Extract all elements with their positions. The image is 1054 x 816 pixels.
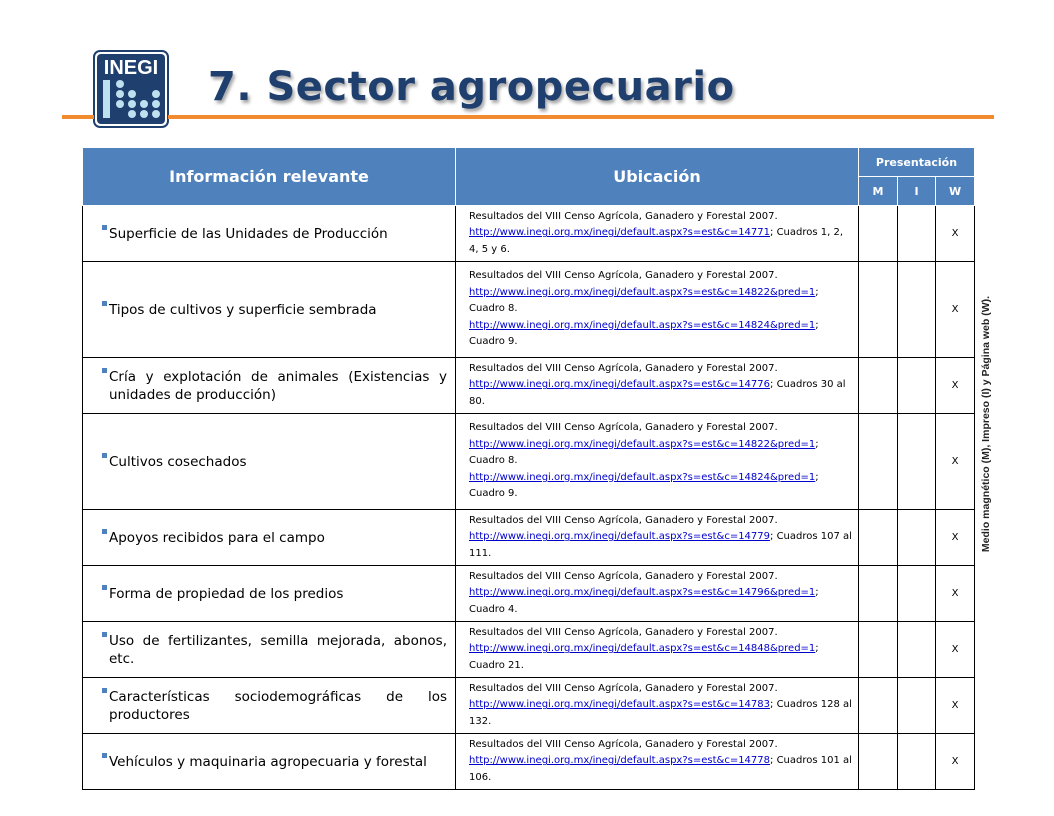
mark-m bbox=[859, 678, 898, 734]
ubicacion-cell bbox=[456, 566, 859, 622]
ubicacion-cell bbox=[456, 414, 859, 510]
info-table bbox=[82, 147, 975, 790]
source-link[interactable]: http://www.inegi.org.mx/inegi/default.aspx?s=est&c=14848&pred=1 bbox=[469, 643, 816, 655]
source-text: Resultados del VIII Censo Agrícola, Ganadero y Forestal 2007. bbox=[469, 514, 778, 526]
page-title: 7. Sector agropecuario bbox=[208, 64, 735, 110]
mark-i bbox=[898, 262, 936, 358]
info-cell bbox=[83, 510, 456, 566]
source-link[interactable]: http://www.inegi.org.mx/inegi/default.aspx?s=est&c=14776 bbox=[469, 379, 771, 391]
info-text: Cría y explotación de animales (Existencias y unidades de producción) bbox=[109, 368, 447, 403]
table-reference: ; Cuadro 9. bbox=[469, 471, 819, 500]
ubicacion-cell bbox=[456, 510, 859, 566]
table-reference: ; Cuadro 8. bbox=[469, 286, 819, 315]
source-text: Resultados del VIII Censo Agrícola, Ganadero y Forestal 2007. bbox=[469, 210, 778, 222]
ubicacion-cell bbox=[456, 262, 859, 358]
mark-w: X bbox=[936, 622, 975, 678]
source-link[interactable]: http://www.inegi.org.mx/inegi/default.aspx?s=est&c=14779 bbox=[469, 531, 771, 543]
mark-w: X bbox=[936, 678, 975, 734]
info-text: Apoyos recibidos para el campo bbox=[109, 529, 325, 546]
source-text: Resultados del VIII Censo Agrícola, Ganadero y Forestal 2007. bbox=[469, 570, 778, 582]
source-link[interactable]: http://www.inegi.org.mx/inegi/default.aspx?s=est&c=14822&pred=1 bbox=[469, 286, 816, 298]
mark-i bbox=[898, 358, 936, 414]
info-cell bbox=[83, 622, 456, 678]
inegi-logo bbox=[93, 50, 169, 128]
source-text: Resultados del VIII Censo Agrícola, Ganadero y Forestal 2007. bbox=[469, 362, 778, 374]
source-link[interactable]: http://www.inegi.org.mx/inegi/default.aspx?s=est&c=14771 bbox=[469, 227, 771, 239]
mark-w: X bbox=[936, 358, 975, 414]
ubicacion-cell bbox=[456, 358, 859, 414]
info-text: Forma de propiedad de los predios bbox=[109, 585, 344, 602]
info-text: Características sociodemográficas de los productores bbox=[109, 688, 447, 723]
table-reference: ; Cuadros 101 al 106. bbox=[469, 755, 852, 783]
table-row bbox=[83, 622, 975, 678]
title-rule-right bbox=[168, 115, 994, 119]
source-link[interactable]: http://www.inegi.org.mx/inegi/default.aspx?s=est&c=14822&pred=1 bbox=[469, 438, 816, 450]
bullet-icon bbox=[102, 453, 107, 458]
bullet-icon bbox=[102, 368, 107, 373]
mark-i bbox=[898, 414, 936, 510]
mark-m bbox=[859, 358, 898, 414]
table-row bbox=[83, 358, 975, 414]
info-cell bbox=[83, 678, 456, 734]
title-rule-left bbox=[62, 115, 94, 119]
info-text: Uso de fertilizantes, semilla mejorada, abonos, etc. bbox=[109, 632, 447, 667]
ubicacion-cell bbox=[456, 622, 859, 678]
mark-i bbox=[898, 678, 936, 734]
table-reference: ; Cuadro 9. bbox=[469, 319, 819, 348]
mark-w: X bbox=[936, 414, 975, 510]
info-cell bbox=[83, 358, 456, 414]
ubicacion-cell bbox=[456, 734, 859, 790]
table-reference: ; Cuadros 128 al 132. bbox=[469, 699, 852, 727]
mark-i bbox=[898, 622, 936, 678]
logo-text: INEGI bbox=[103, 57, 159, 79]
header-ubicacion: Ubicación bbox=[456, 148, 859, 206]
bullet-icon bbox=[102, 753, 107, 758]
table-row bbox=[83, 678, 975, 734]
info-cell bbox=[83, 734, 456, 790]
bullet-icon bbox=[102, 632, 107, 637]
bullet-icon bbox=[102, 688, 107, 693]
info-cell bbox=[83, 566, 456, 622]
table-row bbox=[83, 734, 975, 790]
source-text: Resultados del VIII Censo Agrícola, Ganadero y Forestal 2007. bbox=[469, 738, 778, 750]
bullet-icon bbox=[102, 301, 107, 306]
header-w: W bbox=[936, 177, 975, 206]
mark-i bbox=[898, 566, 936, 622]
mark-w: X bbox=[936, 206, 975, 262]
info-text: Superficie de las Unidades de Producción bbox=[109, 225, 388, 242]
header-m: M bbox=[859, 177, 898, 206]
mark-m bbox=[859, 414, 898, 510]
source-link[interactable]: http://www.inegi.org.mx/inegi/default.aspx?s=est&c=14824&pred=1 bbox=[469, 319, 816, 331]
table-row bbox=[83, 206, 975, 262]
ubicacion-cell bbox=[456, 206, 859, 262]
mark-w: X bbox=[936, 734, 975, 790]
header-presentacion: Presentación bbox=[859, 148, 975, 177]
table-row bbox=[83, 262, 975, 358]
presentation-legend: Medio magnético (M), Impreso (I) y Página web (W). bbox=[980, 295, 992, 553]
info-text: Tipos de cultivos y superficie sembrada bbox=[109, 301, 377, 318]
mark-m bbox=[859, 206, 898, 262]
table-reference: ; Cuadro 4. bbox=[469, 587, 819, 615]
info-cell bbox=[83, 206, 456, 262]
info-text: Cultivos cosechados bbox=[109, 453, 247, 470]
table-row bbox=[83, 510, 975, 566]
mark-m bbox=[859, 510, 898, 566]
table-reference: ; Cuadros 107 al 111. bbox=[469, 531, 852, 559]
mark-i bbox=[898, 734, 936, 790]
ubicacion-cell bbox=[456, 678, 859, 734]
mark-m bbox=[859, 734, 898, 790]
mark-m bbox=[859, 566, 898, 622]
source-link[interactable]: http://www.inegi.org.mx/inegi/default.aspx?s=est&c=14783 bbox=[469, 699, 771, 711]
source-text: Resultados del VIII Censo Agrícola, Ganadero y Forestal 2007. bbox=[469, 422, 778, 434]
source-text: Resultados del VIII Censo Agrícola, Ganadero y Forestal 2007. bbox=[469, 682, 778, 694]
bullet-icon bbox=[102, 225, 107, 230]
source-text: Resultados del VIII Censo Agrícola, Ganadero y Forestal 2007. bbox=[469, 270, 778, 282]
header-info: Información relevante bbox=[83, 148, 456, 206]
mark-w: X bbox=[936, 262, 975, 358]
table-reference: ; Cuadro 21. bbox=[469, 643, 819, 671]
header-i: I bbox=[898, 177, 936, 206]
source-link[interactable]: http://www.inegi.org.mx/inegi/default.aspx?s=est&c=14796&pred=1 bbox=[469, 587, 816, 599]
table-reference: ; Cuadro 8. bbox=[469, 438, 819, 467]
info-cell bbox=[83, 262, 456, 358]
mark-w: X bbox=[936, 510, 975, 566]
source-text: Resultados del VIII Censo Agrícola, Ganadero y Forestal 2007. bbox=[469, 626, 778, 638]
mark-i bbox=[898, 510, 936, 566]
mark-i bbox=[898, 206, 936, 262]
bullet-icon bbox=[102, 529, 107, 534]
info-text: Vehículos y maquinaria agropecuaria y forestal bbox=[109, 753, 427, 770]
table-row bbox=[83, 414, 975, 510]
mark-m bbox=[859, 622, 898, 678]
info-cell bbox=[83, 414, 456, 510]
source-link[interactable]: http://www.inegi.org.mx/inegi/default.aspx?s=est&c=14824&pred=1 bbox=[469, 471, 816, 483]
table-row bbox=[83, 566, 975, 622]
table-reference: ; Cuadros 30 al 80. bbox=[469, 379, 846, 407]
mark-m bbox=[859, 262, 898, 358]
bullet-icon bbox=[102, 585, 107, 590]
mark-w: X bbox=[936, 566, 975, 622]
source-link[interactable]: http://www.inegi.org.mx/inegi/default.aspx?s=est&c=14778 bbox=[469, 755, 771, 767]
table-reference: ; Cuadros 1, 2, 4, 5 y 6. bbox=[469, 227, 844, 255]
